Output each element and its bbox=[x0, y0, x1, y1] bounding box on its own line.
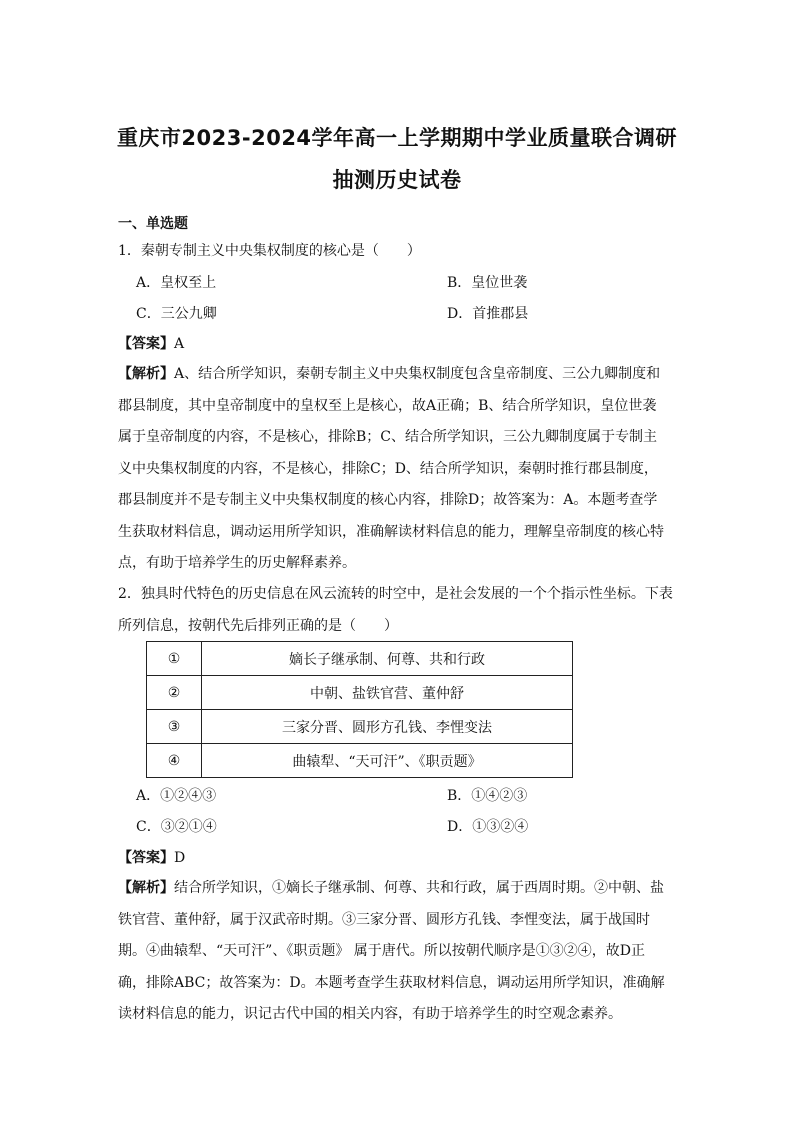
q1-analysis-line: 点，有助于培养学生的历史解释素养。 bbox=[118, 555, 356, 571]
table-row-number: ③ bbox=[147, 710, 202, 744]
table-row-text: 中朝、盐铁官营、董仲舒 bbox=[202, 676, 573, 710]
q1-analysis-line: 郡县制度，其中皇帝制度中的皇权至上是核心，故A正确；B、结合所学知识，皇位世袭 bbox=[118, 397, 657, 414]
exam-title-line2: 抽测历史试卷 bbox=[332, 168, 462, 192]
q1-analysis-line: 义中央集权制度的内容，不是核心，排除C；D、结合所学知识，秦朝时推行郡县制度， bbox=[118, 460, 658, 477]
table-row-number: ① bbox=[147, 642, 202, 676]
q1-analysis-line: 属于皇帝制度的内容，不是核心，排除B；C、结合所学知识，三公九卿制度属于专制主 bbox=[118, 429, 657, 445]
q2-answer-value: D bbox=[174, 850, 186, 866]
section-heading: 一、单选题 bbox=[118, 216, 188, 232]
q2-answer bbox=[118, 849, 185, 867]
q1-analysis-line: 生获取材料信息，调动运用所学知识，准确解读材料信息的能力，理解皇帝制度的核心特 bbox=[118, 523, 664, 540]
q2-option-c: C．③②①④ bbox=[136, 819, 217, 835]
q1-option-a: A．皇权至上 bbox=[136, 275, 217, 291]
q1-option-c: C．三公九卿 bbox=[136, 306, 217, 322]
table-row-text: 三家分晋、圆形方孔钱、李悝变法 bbox=[202, 710, 573, 744]
q2-answer-label: 【答案】 bbox=[118, 850, 174, 866]
q2-stem-line: 2．独具时代特色的历史信息在风云流转的时空中，是社会发展的一个个指示性坐标。下表 bbox=[118, 586, 673, 602]
q1-answer bbox=[118, 335, 184, 353]
q2-analysis-line: 确，排除ABC；故答案为：D。本题考查学生获取材料信息，调动运用所学知识，准确解 bbox=[118, 974, 665, 991]
q2-analysis-line: 期。④曲辕犁、“天可汗”、《职贡题》 属于唐代。所以按朝代顺序是①③②④，故D正 bbox=[118, 943, 645, 959]
q2-option-b: B．①④②③ bbox=[447, 788, 528, 804]
q2-stem bbox=[118, 579, 678, 642]
q1-analysis-line: 郡县制度并不是专制主义中央集权制度的核心内容，排除D；故答案为：A。本题考查学 bbox=[118, 492, 658, 508]
q1-analysis bbox=[118, 359, 678, 580]
table-row bbox=[147, 710, 573, 744]
q1-analysis-line: A、结合所学知识，秦朝专制主义中央集权制度包含皇帝制度、三公九卿制度和 bbox=[174, 366, 661, 382]
table-row-number: ② bbox=[147, 676, 202, 710]
q2-analysis bbox=[118, 873, 678, 1031]
q2-info-table bbox=[146, 641, 573, 778]
table-row-number: ④ bbox=[147, 744, 202, 778]
q2-option-a: A．①②④③ bbox=[136, 788, 217, 804]
q1-stem: 1．秦朝专制主义中央集权制度的核心是（ ） bbox=[118, 243, 421, 259]
q1-option-d: D．首推郡县 bbox=[447, 306, 529, 322]
q1-answer-label: 【答案】 bbox=[118, 336, 174, 352]
q2-stem-line: 所列信息，按朝代先后排列正确的是（ ） bbox=[118, 617, 398, 634]
q2-analysis-line: 结合所学知识，①嫡长子继承制、何尊、共和行政，属于西周时期。②中朝、盐 bbox=[174, 880, 664, 896]
table-row bbox=[147, 676, 573, 710]
table-row bbox=[147, 642, 573, 676]
q2-analysis-line: 铁官营、董仲舒，属于汉武帝时期。③三家分晋、圆形方孔钱、李悝变法，属于战国时 bbox=[118, 911, 650, 928]
table-row bbox=[147, 744, 573, 778]
q1-option-b: B．皇位世袭 bbox=[447, 275, 528, 291]
q2-option-d: D．①③②④ bbox=[447, 819, 529, 835]
q1-answer-value: A bbox=[174, 336, 185, 352]
q1-analysis-label: 【解析】 bbox=[118, 366, 174, 382]
q2-analysis-line: 读材料信息的能力，识记古代中国的相关内容，有助于培养学生的时空观念素养。 bbox=[118, 1006, 622, 1022]
exam-title-line1: 重庆市2023-2024学年高一上学期期中学业质量联合调研 bbox=[116, 126, 678, 150]
table-row-text: 嫡长子继承制、何尊、共和行政 bbox=[202, 642, 573, 676]
table-row-text: 曲辕犁、“天可汗”、《职贡题》 bbox=[202, 744, 573, 778]
q2-analysis-label: 【解析】 bbox=[118, 880, 174, 896]
